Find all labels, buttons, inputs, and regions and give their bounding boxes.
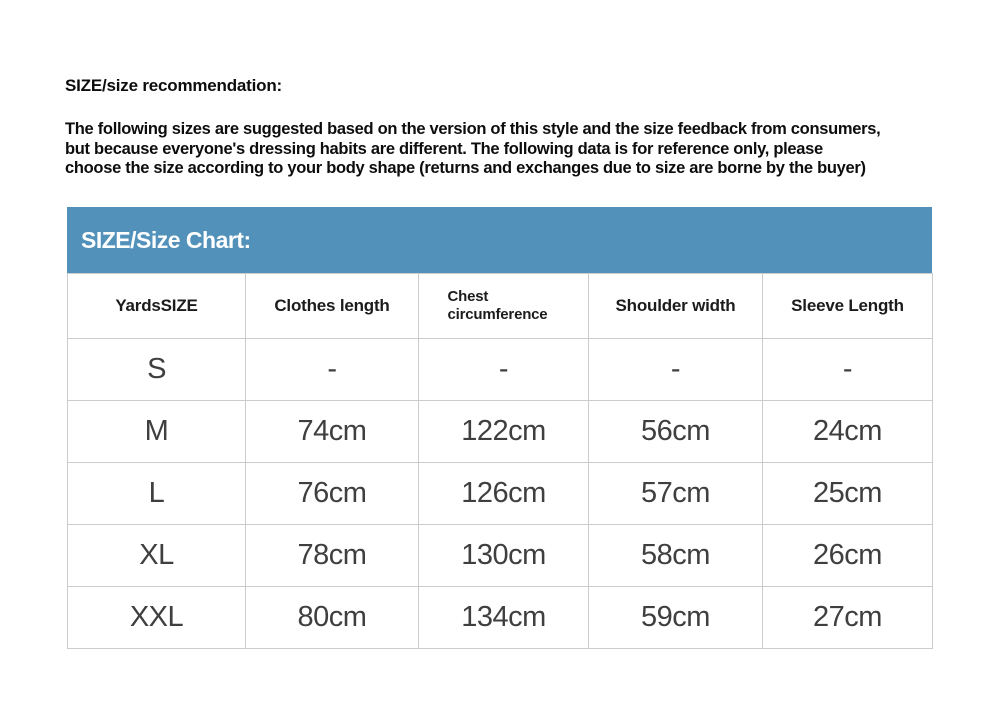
size-cell: XL xyxy=(68,525,246,587)
sleeve-length-cell: 25cm xyxy=(763,463,933,525)
table-row-l xyxy=(68,463,933,525)
size-cell: M xyxy=(68,401,246,463)
shoulder-width-cell: - xyxy=(589,339,763,401)
table-row-m xyxy=(68,401,933,463)
sleeve-length-cell: 27cm xyxy=(763,587,933,649)
column-header-chest-circumference xyxy=(419,274,589,339)
sleeve-length-cell: 26cm xyxy=(763,525,933,587)
size-chart-table xyxy=(67,273,933,649)
table-row-xl xyxy=(68,525,933,587)
shoulder-width-cell: 58cm xyxy=(589,525,763,587)
clothes-length-cell: 78cm xyxy=(246,525,419,587)
size-chart-banner-title: SIZE/Size Chart: xyxy=(81,226,251,253)
clothes-length-cell: 76cm xyxy=(246,463,419,525)
intro-line: choose the size according to your body shape (returns and exchanges due to size are borne by the buyer) xyxy=(65,159,866,177)
chest-circumference-cell: 122cm xyxy=(419,401,589,463)
column-header-clothes-length: Clothes length xyxy=(246,274,419,339)
column-header-size: YardsSIZE xyxy=(68,274,246,339)
shoulder-width-cell: 57cm xyxy=(589,463,763,525)
size-chart-banner xyxy=(67,207,932,273)
table-header-row xyxy=(68,274,933,339)
clothes-length-cell: 74cm xyxy=(246,401,419,463)
clothes-length-cell: - xyxy=(246,339,419,401)
shoulder-width-cell: 59cm xyxy=(589,587,763,649)
sleeve-length-cell: - xyxy=(763,339,933,401)
size-cell: S xyxy=(68,339,246,401)
intro-line: The following sizes are suggested based on the version of this style and the size feedback from consumers, xyxy=(65,120,881,138)
clothes-length-cell: 80cm xyxy=(246,587,419,649)
column-header-chest-circumference-label: Chest circumference xyxy=(447,288,548,323)
chest-circumference-cell: 126cm xyxy=(419,463,589,525)
table-row-s xyxy=(68,339,933,401)
size-cell: XXL xyxy=(68,587,246,649)
chest-circumference-cell: - xyxy=(419,339,589,401)
size-cell: L xyxy=(68,463,246,525)
intro-line: but because everyone's dressing habits are different. The following data is for reference only, please xyxy=(65,139,823,158)
size-intro-paragraph xyxy=(65,120,940,179)
sleeve-length-cell: 24cm xyxy=(763,401,933,463)
page-title: SIZE/size recommendation: xyxy=(65,76,282,95)
shoulder-width-cell: 56cm xyxy=(589,401,763,463)
chest-circumference-cell: 134cm xyxy=(419,587,589,649)
table-row-xxl xyxy=(68,587,933,649)
column-header-shoulder-width: Shoulder width xyxy=(589,274,763,339)
chest-circumference-cell: 130cm xyxy=(419,525,589,587)
column-header-sleeve-length: Sleeve Length xyxy=(763,274,933,339)
